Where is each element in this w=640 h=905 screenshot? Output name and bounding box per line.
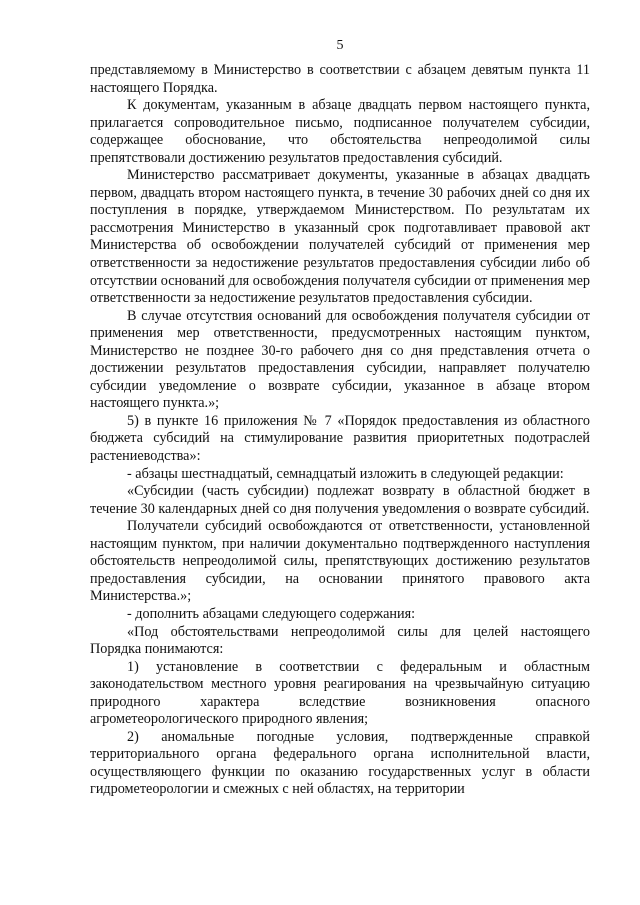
paragraph-amend-abzats: - абзацы шестнадцатый, семнадцатый изложить в следующей редакции: — [127, 465, 564, 482]
paragraph-ministry-review: Министерство рассматривает документы, указанные в абзацах двадцать первом, двадцать втором настоящего пункта, в течение 30 рабочих дней со дня их поступления в порядке, утверждаемом Министерством. По результатам их рассмотрения Министерство в указанный срок подготавливает правовой акт Министерства об освобождении получателей субсидий от применения мер ответственности за недостижение результатов предоставления субсидии либо об отсутствии оснований для освобождения получателя субсидии от применения мер ответственности за недостижение результатов предоставления субсидии. — [90, 167, 590, 307]
list-item-2: 2) аномальные погодные условия, подтвержденные справкой территориального органа федерального органа исполнительной власти, осуществляющего функции по оказанию государственных услуг в области гидрометеорологии и смежных с ней областях, на территории — [90, 728, 590, 798]
list-item-1: 1) установление в соответствии с федеральным и областным законодательством местного уровня реагирования на чрезвычайную ситуацию природного характера вследствие возникновения опасного агрометеорологического природного явления; — [90, 658, 590, 728]
paragraph-item-5: 5) в пункте 16 приложения № 7 «Порядок предоставления из областного бюджета субсидий на стимулирование развития приоритетных подотраслей растениеводства»: — [90, 412, 590, 465]
paragraph-add-abzats: - дополнить абзацами следующего содержания: — [127, 605, 416, 622]
paragraph-recipients-exemption: Получатели субсидий освобождаются от ответственности, установленной настоящим пунктом, при наличии документально подтвержденного наступления обстоятельств непреодолимой силы, препятствующих достижению результатов предоставления субсидии, на основании принятого правового акта Министерства.»; — [90, 518, 590, 605]
document-body — [90, 62, 590, 799]
paragraph-subsidy-return: «Субсидии (часть субсидии) подлежат возврату в областной бюджет в течение 30 календарных дней со дня получения уведомления о возврате субсидий. — [90, 483, 590, 517]
paragraph-force-majeure-definition: «Под обстоятельствами непреодолимой силы для целей настоящего Порядка понимаются: — [90, 623, 590, 658]
page-number: 5 — [336, 38, 344, 53]
paragraph-absence-of-grounds: В случае отсутствия оснований для освобождения получателя субсидии от применения мер ответственности, предусмотренных настоящим пунктом, Министерство не позднее 30-го рабочего дня со дня представления отчета о достижении результатов предоставления субсидии, направляет получателю субсидии уведомление о возврате субсидии, указанное в абзаце втором настоящего пункта.»; — [90, 307, 590, 412]
paragraph-documents-attachment: К документам, указанным в абзаце двадцать первом настоящего пункта, прилагается сопроводительное письмо, подписанное получателем субсидии, содержащее обоснование, что обстоятельства непреодолимой силы препятствовали достижению результатов предоставления субсидий. — [90, 97, 590, 166]
paragraph-continuation: представляемому в Министерство в соответствии с абзацем девятым пункта 11 настоящего Порядка. — [90, 62, 590, 96]
